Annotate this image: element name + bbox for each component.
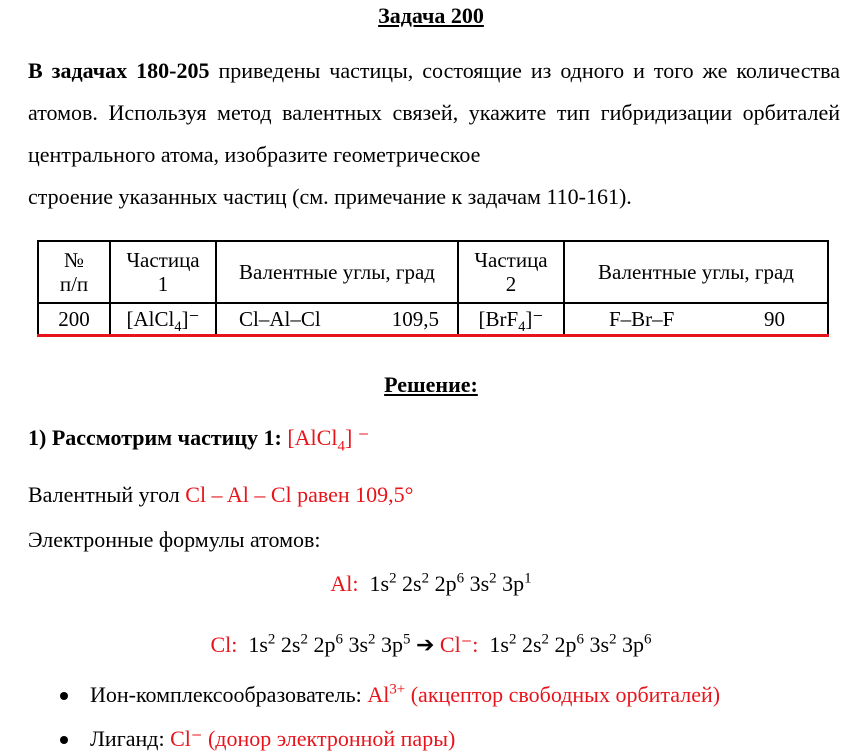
step-1-heading: 1) Рассмотрим частицу 1: [AlCl$_4$] ⁻: [28, 425, 370, 455]
arrow-icon: ➔: [410, 632, 440, 657]
page-title: Задача 200: [378, 3, 484, 28]
cell-number: 200: [38, 303, 110, 336]
bullet-icon: [60, 692, 68, 700]
header-angles-1: Валентные углы, град: [216, 241, 458, 303]
al-electron-formula: Al: $1s^2$ $2s^2$ $2p^6$ $3s^2$ $3p^1$: [330, 570, 532, 596]
header-number: № п/п: [38, 241, 110, 303]
task-range: В задачах 180-205: [28, 58, 210, 83]
list-item: Ион-комплексообразователь: $Al^{3+}$ (акцептор свободных орбиталей): [90, 681, 721, 707]
solution-heading: Решение:: [384, 372, 478, 397]
table-header-row: [38, 241, 828, 303]
header-particle-2: Частица 2: [458, 241, 564, 303]
list-item: Лиганд: Cl⁻ (донор электронной пары): [90, 726, 456, 751]
cell-angle-2: F–Br–F 90: [564, 303, 828, 336]
cell-particle-1: [AlCl$_4$]⁻: [110, 303, 216, 336]
valence-angle-line: Валентный угол Cl – Al – Cl равен 109,5°: [28, 482, 414, 507]
cell-angle-1: Cl–Al–Cl 109,5: [216, 303, 458, 336]
electron-formulas-label: Электронные формулы атомов:: [28, 527, 321, 552]
task-table: [37, 240, 829, 337]
cell-particle-2: [BrF$_4$]⁻: [458, 303, 564, 336]
header-particle-1: Частица 1: [110, 241, 216, 303]
bullet-icon: [60, 736, 68, 744]
cl-electron-formula: Cl: $1s^2$ $2s^2$ $2p^6$ $3s^2$ $3p^5$ ➔ Cl⁻: $1s^2$ $2s^2$ $2p^6$ $3s^2$ $3p^6$: [210, 631, 652, 657]
task-text-end: строение указанных частиц (см. примечание к задачам 110-161).: [28, 184, 632, 209]
task-description: [28, 50, 840, 218]
task-text: приведены частицы, состоящие из одного и того же количества атомов. Используя метод валентных связей, укажите тип гибридизации орбиталей центрального атома, изобразите геометрическое: [28, 58, 840, 167]
table-row: [38, 303, 828, 336]
header-angles-2: Валентные углы, град: [564, 241, 828, 303]
